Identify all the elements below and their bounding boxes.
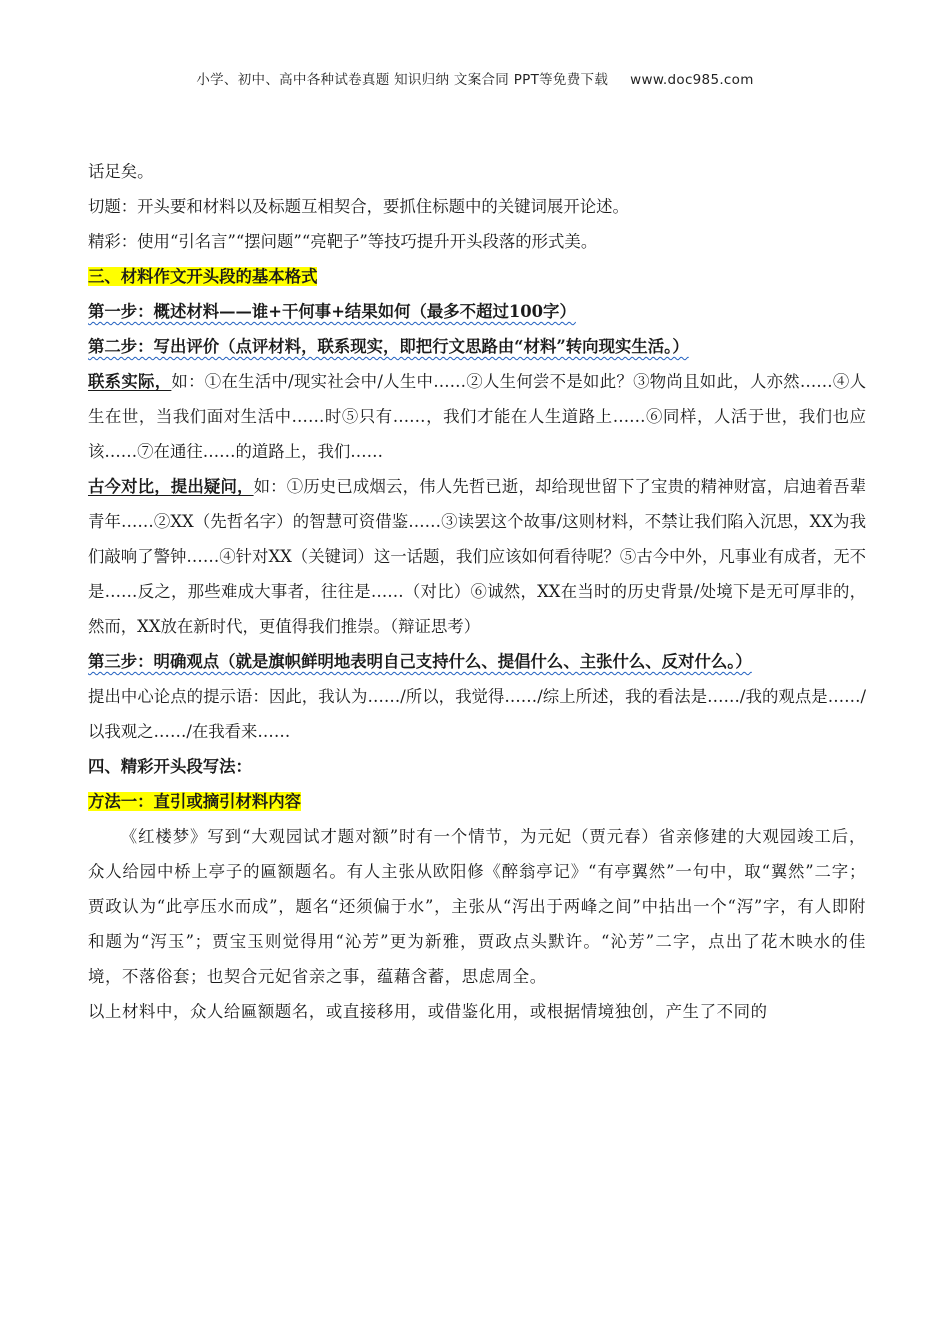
header-url: www.doc985.com [630, 72, 754, 88]
compare-paragraph [88, 469, 866, 644]
compare-label: 古今对比，提出疑问， [88, 477, 254, 496]
last-line: 以上材料中，众人给匾额题名，或直接移用，或借鉴化用，或根据情境独创，产生了不同的 [88, 1002, 768, 1021]
link-reality-paragraph [88, 364, 866, 469]
method-1-heading: 方法一：直引或摘引材料内容 [88, 792, 302, 811]
step-1-heading: 第一步：概述材料——谁+干何事+结果如何（最多不超过100字） [88, 302, 576, 321]
step-3-heading: 第三步：明确观点（就是旗帜鲜明地表明自己支持什么、提倡什么、主张什么、反对什么。） [88, 652, 752, 671]
link-reality-text: 如：①在生活中/现实社会中/人生中……②人生何尝不是如此？③物尚且如此，人亦然……④人生在世，当我们面对生活中……时⑤只有……，我们才能在人生道路上……⑥同样，人活于世，我们也应该……⑦在通往……的道路上，我们…… [88, 372, 867, 461]
story-paragraph: 《红楼梦》写到“大观园试才题对额”时有一个情节，为元妃（贾元春）省亲修建的大观园竣工后，众人给园中桥上亭子的匾额题名。有人主张从欧阳修《醉翁亭记》“有亭翼然”一句中，取“翼然”二字；贾政认为“此亭压水而成”，题名“还须偏于水”，主张从“泻出于两峰之间”中拈出一个“泻”字，有人即附和题为“泻玉”；贾宝玉则觉得用“沁芳”更为新雅，贾政点头默许。“沁芳”二字，点出了花木映水的佳境，不落俗套；也契合元妃省亲之事，蕴藉含蓄，思虑周全。 [88, 827, 866, 986]
text-line-1: 话足矣。 [88, 162, 154, 181]
hint-paragraph: 提出中心论点的提示语：因此，我认为……/所以，我觉得……/综上所述，我的看法是……/我的观点是……/以我观之……/在我看来…… [88, 687, 866, 741]
step-2-heading: 第二步：写出评价（点评材料，联系现实，即把行文思路由“材料”转向现实生活。） [88, 337, 689, 356]
compare-text: 如：①历史已成烟云，伟人先哲已逝，却给现世留下了宝贵的精神财富，启迪着吾辈青年……②XX（先哲名字）的智慧可资借鉴……③读罢这个故事/这则材料，不禁让我们陷入沉思，XX为我们敲响了警钟……④针对XX（关键词）这一话题，我们应该如何看待呢？⑤古今中外，凡事业有成者，无不是……反之，那些难成大事者，往往是……（对比）⑥诚然，XX在当时的历史背景/处境下是无可厚非的，然而，XX放在新时代，更值得我们推崇。（辩证思考） [88, 477, 867, 636]
page-header [0, 68, 950, 88]
section-heading-3: 三、材料作文开头段的基本格式 [88, 267, 318, 286]
text-line-qieti: 切题：开头要和材料以及标题互相契合，要抓住标题中的关键词展开论述。 [88, 197, 629, 216]
link-reality-label: 联系实际， [88, 372, 172, 391]
document-body [88, 154, 866, 1029]
text-line-jingcai: 精彩：使用“引名言”“摆问题”“亮靶子”等技巧提升开头段落的形式美。 [88, 232, 598, 251]
section-heading-4: 四、精彩开头段写法： [88, 757, 252, 776]
header-text: 小学、初中、高中各种试卷真题 知识归纳 文案合同 PPT等免费下载 [196, 72, 609, 88]
